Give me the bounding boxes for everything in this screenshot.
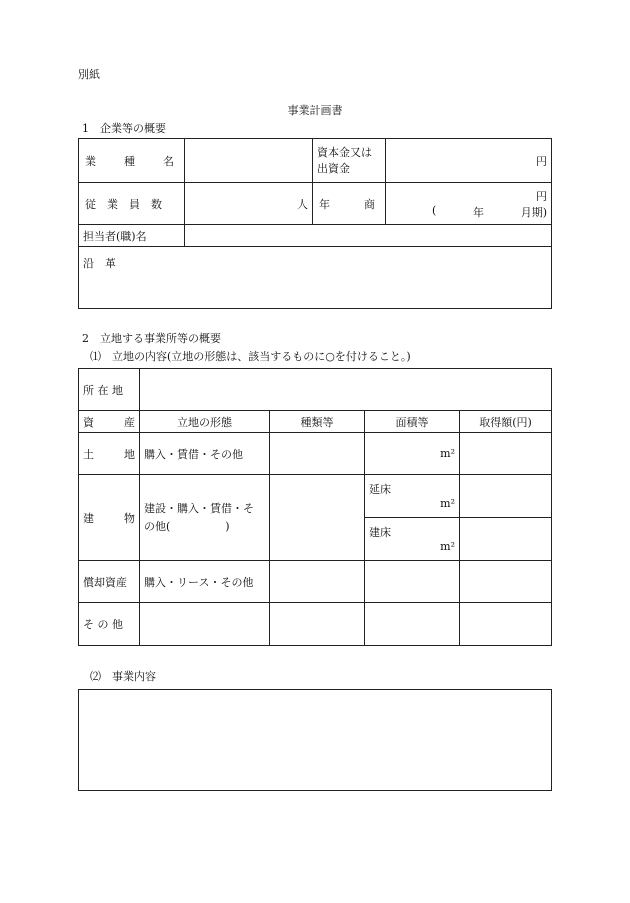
land-amount-input[interactable] [460,433,552,475]
building-floor-area-amount[interactable] [460,518,552,561]
employees-label-char: 業 [107,197,118,211]
sales-label-char: 商 [364,197,375,211]
business-content-box[interactable] [78,689,552,791]
asset-header-char: 資 [83,415,94,429]
section-2-heading: 2 立地する事業所等の概要 [82,332,221,345]
section-1-heading: 1 企業等の概要 [82,122,166,135]
depreciable-label: 償却資産 [79,561,140,603]
other-label: そ の 他 [79,603,140,646]
building-label-char: 建 [83,511,94,525]
sales-label-cell [313,183,386,225]
sales-label-char: 年 [319,197,330,211]
depreciable-type-input[interactable] [270,561,365,603]
asset-header-cell [79,411,140,433]
building-floor-area-input[interactable] [365,518,460,561]
land-type-input[interactable] [270,433,365,475]
history-cell[interactable] [79,247,552,309]
capital-input[interactable] [386,139,552,183]
depreciable-area-input[interactable] [365,561,460,603]
annex-label: 別紙 [78,68,100,81]
building-label-cell [79,475,140,561]
employees-label-char: 員 [129,197,140,211]
employees-label-cell [79,183,185,225]
employees-person-unit: 人 [297,197,308,211]
land-area-input[interactable] [365,433,460,475]
building-floor-total-input[interactable] [365,475,460,518]
form-header: 立地の形態 [140,411,270,433]
contact-label: 担当者(職)名 [79,225,185,247]
period-year: 年 [473,205,484,219]
building-floor-total-amount[interactable] [460,475,552,518]
industry-label-char: 名 [163,154,174,168]
employees-label-char: 従 [85,197,96,211]
industry-label-char: 業 [85,154,96,168]
land-area-unit: m² [440,447,455,460]
employees-input[interactable] [185,183,313,225]
industry-label-cell [79,139,185,183]
employees-label-char: 数 [151,197,162,211]
location-input[interactable] [140,369,552,411]
section-2-1-heading: ⑴ 立地の内容(立地の形態は、該当するものに○を付けること。) [90,350,411,363]
capital-label [313,139,386,183]
building-form-cell[interactable] [140,475,270,561]
capital-label-text: 資本金又は 出資金 [317,145,372,175]
type-header: 種類等 [270,411,365,433]
depreciable-form-cell[interactable] [140,561,270,603]
history-label: 沿 革 [83,257,116,270]
floor-building-label: 建床 [369,526,391,539]
other-amount-input[interactable] [460,603,552,646]
building-form-options: 建設・購入・賃借・そ の他( ) [144,501,254,533]
building-type-input[interactable] [270,475,365,561]
industry-input[interactable] [185,139,313,183]
amount-header: 取得額(円) [460,411,552,433]
location-label: 所 在 地 [79,369,140,411]
land-label-cell [79,433,140,475]
land-form-cell[interactable] [140,433,270,475]
sales-input[interactable] [386,183,552,225]
land-label-char: 地 [124,447,135,461]
depreciable-form-options: 購入・リース・その他 [144,575,254,589]
contact-input[interactable] [185,225,552,247]
floor-total-unit: m² [440,497,455,510]
industry-label-char: 種 [124,154,135,168]
company-overview-table [78,138,552,309]
area-header: 面積等 [365,411,460,433]
other-area-input[interactable] [365,603,460,646]
floor-building-unit: m² [440,540,455,553]
land-form-options: 購入・賃借・その他 [144,447,243,461]
building-label-char: 物 [124,511,135,525]
other-type-input[interactable] [270,603,365,646]
depreciable-amount-input[interactable] [460,561,552,603]
period-month: 月期) [520,205,547,219]
period-open: ( [432,203,437,217]
capital-yen-unit: 円 [536,154,547,168]
other-form-input[interactable] [140,603,270,646]
asset-header-char: 産 [124,415,135,429]
land-label-char: 土 [83,447,94,461]
document-title: 事業計画書 [287,104,343,117]
section-2-2-heading: ⑵ 事業内容 [90,670,156,683]
sales-yen-unit: 円 [536,189,547,203]
site-overview-table [78,368,552,646]
floor-total-label: 延床 [369,483,391,496]
